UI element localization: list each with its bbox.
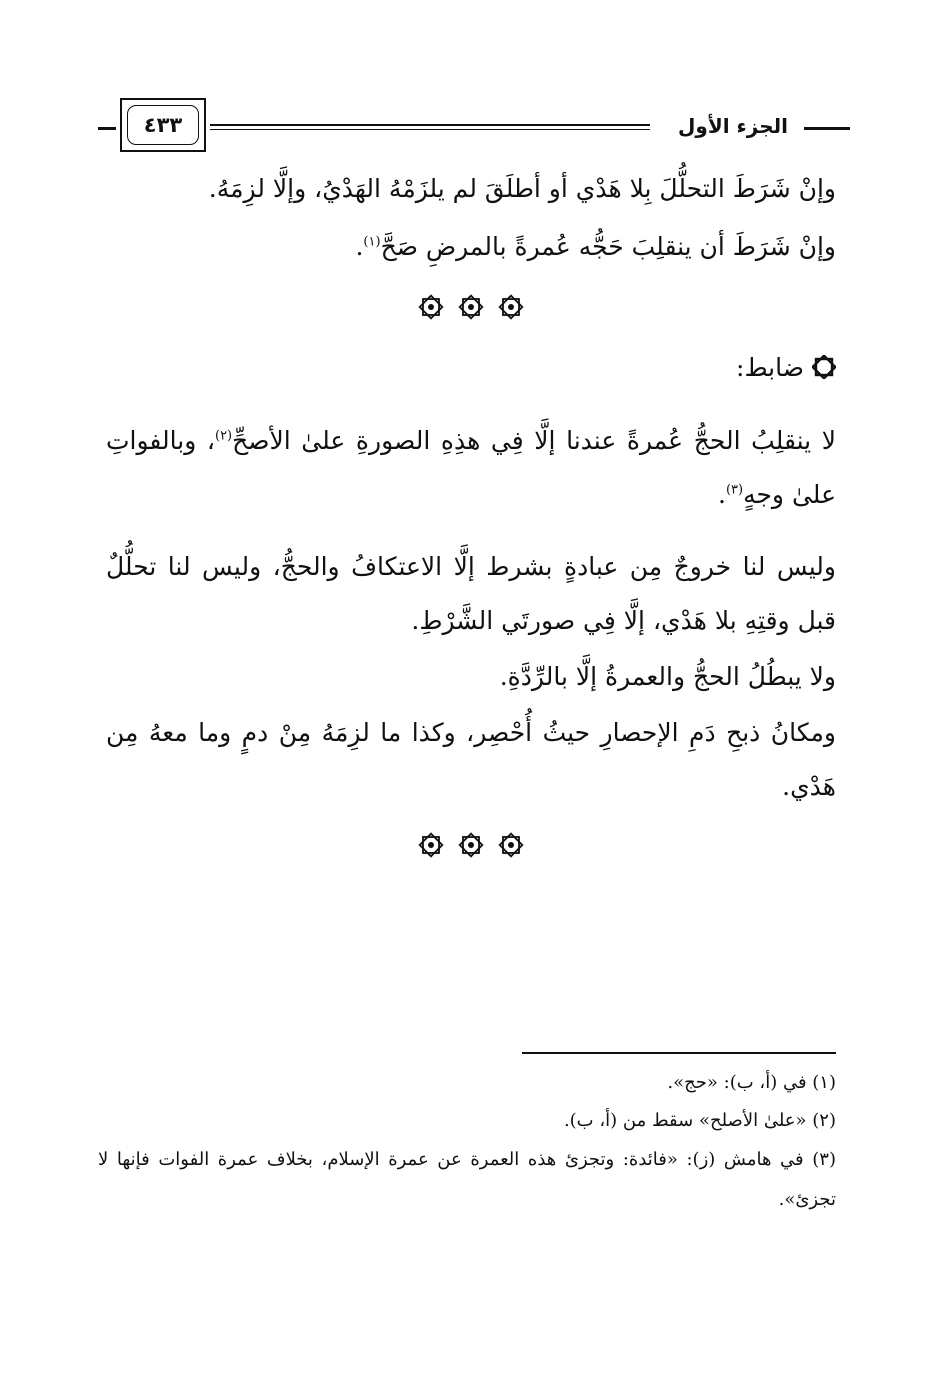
paragraph-5: ولا يبطُلُ الحجُّ والعمرةُ إلَّا بالرِّدَّةِ. [499,662,836,691]
eight-point-star-icon [458,294,484,320]
paragraph-3-text-1: لا ينقلِبُ الحجُّ عُمرةً عندنا إلَّا فِي هذِهِ الصورةِ علىٰ الأصحِّ [232,426,836,455]
eight-point-star-icon [498,832,524,858]
page-header [98,96,850,154]
page-number-frame [120,98,206,152]
footnote-ref-2: (٢) [214,428,233,444]
section-divider-1 [106,276,836,338]
eight-point-star-icon [418,832,444,858]
footnote-2: (٢) «علىٰ الأصلح» سقط من (أ، ب). [563,1110,836,1131]
paragraph-4: وليس لنا خروجٌ مِن عبادةٍ بشرط إلَّا الاعتكافُ والحجُّ، وليس لنا تحلُّلٌ قبل وقتِهِ بلا هَدْي، إلَّا فِي صورتَي الشَّرْطِ. [106,552,836,635]
footnotes [98,1064,836,1220]
page-number: ٤٣٣ [127,105,199,145]
eight-point-star-icon [498,294,524,320]
header-dash-right [804,127,850,130]
paragraph-3-text-2: ، وبالفواتِ علىٰ وجهٍ [106,426,836,509]
footnote-separator [522,1052,836,1054]
header-dash-left [98,127,116,130]
footnote-1: (١) في (أ، ب): «حج». [667,1072,836,1093]
paragraph-2 [106,218,836,276]
eight-point-star-icon [458,832,484,858]
paragraph-1: وإنْ شَرَطَ التحلُّلَ بِلا هَدْي أو أطلَقَ لم يلزَمْهُ الهَدْيُ، وإلَّا لزِمَهُ. [208,174,836,203]
part-title: الجزء الأول [678,114,788,138]
section-heading [106,338,836,396]
heading-label: ضابط: [736,352,804,382]
ornament-bullet-icon [812,355,836,379]
footnote-ref-3: (٣) [725,482,744,498]
paragraph-2-end: . [355,232,364,261]
paragraph-6: ومكانُ ذبحِ دَمِ الإحصارِ حيثُ أُحْصِر، وكذا ما لزِمَهُ مِنْ دمٍ وما معهُ مِن هَدْي. [106,718,836,801]
footnote-3: (٣) في هامش (ز): «فائدة: وتجزئ هذه العمرة عن عمرة الإسلام، بخلاف عمرة الفوات فإنها لا تجزئ». [98,1149,836,1210]
paragraph-3-end: . [717,480,726,509]
header-rule [210,124,650,130]
section-divider-2 [106,814,836,876]
main-text [106,160,836,876]
footnote-ref-1: (١) [363,234,381,250]
paragraph-3 [106,414,836,522]
paragraph-2-text: وإنْ شَرَطَ أن ينقلِبَ حَجُّه عُمرةً بالمرضِ صَحَّ [380,232,836,261]
eight-point-star-icon [418,294,444,320]
